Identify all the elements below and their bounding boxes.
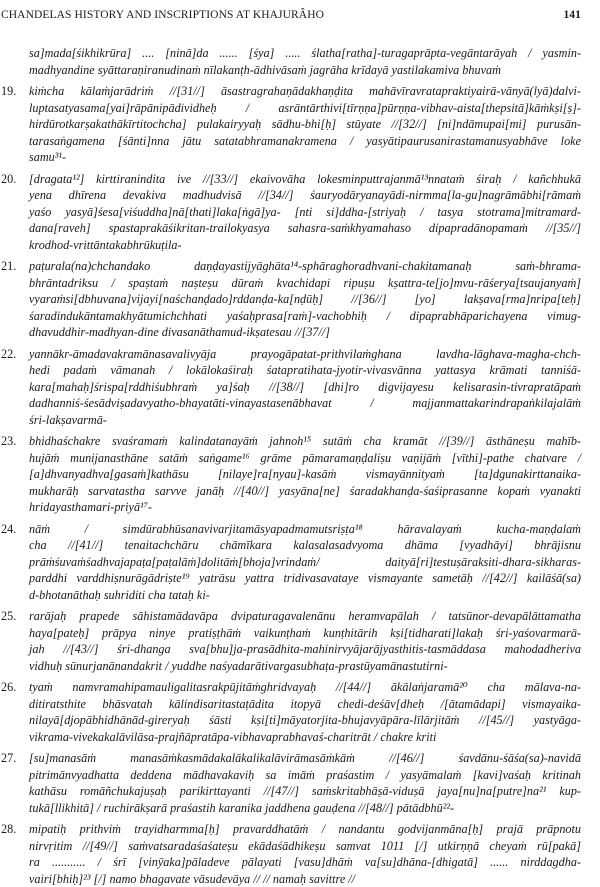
text-line: jah //[43//] śri-dhanga sva[bhu]ja-prasādhita-mahinirvyājarājyasthitis-tasmāddasa mahodadheriva <box>29 641 581 658</box>
verse-number: 20. <box>0 171 29 188</box>
text-line: krodhod-vrittāntakabhrūkuṭila- <box>29 237 581 254</box>
text-line: vikrama-vivekakalāvilāsa-prajñāpratāpa-vibhavaprabhavaś-charitrāt / chakre kriti <box>29 729 581 746</box>
text-line: mipatiḥ prithviṁ trayidharmma[ḥ] pravarddhatāṁ / nandantu godvijanmāna[ḥ] prajā prāpnotu <box>29 821 581 838</box>
verse-block <box>0 83 581 166</box>
verse-text <box>29 521 581 604</box>
verse-text <box>29 258 581 341</box>
text-line: [dragata¹²] kirttiranindita ive //[33//] ekaivovāha lokesminputtrajanmā¹³nnataṁ śiraḥ / kañchhukā <box>29 171 581 188</box>
text-line: bhrāntadriksu / spaṣtaṁ naṣteṣu dūraṁ kvachidapi ripuṣu kṣattra-te[jo]mvu-rāśerya[tsaujanyaṁ] <box>29 275 581 292</box>
text-line: dadhanniś-śesādviṣadavyatho-bhayatāti-vinayastasenābhavat / majjanmattakarindrapaṅkilajalāṁ <box>29 395 581 412</box>
verse-text <box>29 679 581 745</box>
verse-number: 24. <box>0 521 29 538</box>
text-line: sa]mada[śikhikrūra] .... [ninā]da ...... [śya] ..... ślatha[ratha]-turagaprāpta-vegāntarāyah / yasmin- <box>29 45 581 62</box>
text-line: ditiratsthite bhāsvatah kālindisaritastaṭādita itopyā chedi-deśāv[dheḥ /[ātamādapi] vismayaika- <box>29 696 581 713</box>
text-line: [su]manasāṁ manasāṁkasmādakalākalikalāvirāmasāṁkāṁ //[46//] śavdānu-śāśa(sa)-navidā <box>29 750 581 767</box>
text-line: tyaṁ namvramahipamauligalitasrakpūjitāṁghridvayaḥ //[44//] ākālaṅjaramā²⁰ cha mālava-na- <box>29 679 581 696</box>
text-line: yena dhīrena devakiva madhudvisā //[34//] śauryodāryanayādi-nirmma[la-gu]nagrāmābhi[rāmaṁ <box>29 187 581 204</box>
text-line: dhavuddhir-madhyan-dine divasanāthamud-ikṣatesau //[37//] <box>29 324 581 341</box>
text-line: vidhuḥ sūnurjanānandakrit / yuddhe naśyadarātivargasubhaṭa-prastūyamānastutirni- <box>29 658 581 675</box>
text-line: nilayā[djopābhidhānād-gireryaḥ śāsti kṣi[ti]māyatorjita-bhujavyāpāra-līlārjitāṁ //[45//] yastyāga- <box>29 712 581 729</box>
text-line: yaśo yasyā]śesa[viśuddha]nā[thati]laka[ṅgā]ya- [nti si]ddha-[striyaḥ / tasya stotrama]mitramard- <box>29 204 581 221</box>
text-line: parddhi varddhiṣnurāgādriṣte¹⁹ yatrāsu yattra tridivasavataye vismayante sametāḥ //[42//] kailāśā(sa) <box>29 570 581 587</box>
verse-block <box>0 433 581 516</box>
text-line: śri-lakṣavarmā- <box>29 412 581 429</box>
verse-number: 22. <box>0 346 29 363</box>
text-line: [a]dhvanyadhva[gasaṁ]kathāsu [nilaye]ra[nyau]-kasāṁ vismayānnityaṁ [ta]dgunakirttanaika- <box>29 466 581 483</box>
verse-block <box>0 821 581 887</box>
text-line: dana[raveh] spastaprakāśikritan-trailokyasya sahasra-saṁkhyamahaso dipapradānopamaṁ //[35//] <box>29 220 581 237</box>
verse-block <box>0 608 581 674</box>
text-line: luptasatyasama[yai]rāpānipādividheḥ / asrāntārthivi[tīrṇṇa]pūrṇṇa-vibhav-aista[thepsitā]kāṁkṣi[ṣ]- <box>29 100 581 117</box>
text-line: hridayasthamari-priyā¹⁷- <box>29 499 581 516</box>
inscription-text <box>0 45 581 887</box>
verse-text <box>29 45 581 78</box>
text-line: prāṁśuvaṁśadhvajapaṭa[paṭalāṁ]dolitāṁ[bhoja]vrindaṁ/ daityā[ri]testuṣāraksiti-dhara-sikharas- <box>29 554 581 571</box>
text-line: hujāṁ munijanasthāne satāṁ saṅgame¹⁶ grāme pāmaramaṇḍaliṣu vaṇijāṁ [vīthi]-pathe chatvare / <box>29 450 581 467</box>
text-line: rarājaḥ prapede sāhistamādavāpa dvipaturagavalenānu heramvapālah / tatsūnor-devapālāttamatha <box>29 608 581 625</box>
verse-block <box>0 45 581 78</box>
text-line: hirdūrotkarṣakathākīrtitochcha] pulakairyyaḥ sādhu-bhi[ḥ] stūyate //[32//] [ni]ndāmupai[mi] purusān- <box>29 116 581 133</box>
text-line: yannākr-āmadavakramānasavalivyāja prayogāpatat-prithvilaṁghana lavdha-lāghava-magha-chch- <box>29 346 581 363</box>
text-line: samu³¹- <box>29 149 581 166</box>
text-line: kiṁcha kālaṁjarādriṁ //[31//] āsastragrahaṇādakhaṇḍita mahāvīravratapraktiyairā-vānyā(lyā)dalvi- <box>29 83 581 100</box>
running-title: CHANDELAS HISTORY AND INSCRIPTIONS AT KHAJURÂHO <box>0 9 324 21</box>
text-line: ra ........... / śrī [vinȳaka]pāladeve pālayati [vasu]dhāṁ va[su]dhāna-[dhigatā] ...... nirddagdha- <box>29 854 581 871</box>
verse-number: 21. <box>0 258 29 275</box>
verse-block <box>0 679 581 745</box>
text-line: haya[pateḥ] prāpya ninye pratiṣṭhāṁ vaikunṭhaṁ kunṭhitārih kṣi[tidharati]lakaḥ śri-yaśovarmarā- <box>29 625 581 642</box>
verse-block <box>0 346 581 429</box>
verse-block <box>0 171 581 254</box>
text-line: kara[mahaḥ]śrispa[rddhiśubhraṁ ya]śaḥ //[38//] [dhi]ro digvijayesu kelisarasin-tivrapratāpaṁ <box>29 379 581 396</box>
text-line: nāṁ / simdūrabhūsanavivarjitamāsyapadmamutsriṣṭa¹⁸ hāravalayaṁ kucha-maṇḍalaṁ <box>29 521 581 538</box>
text-line: nirvṛitim //[49//] saṁvatsaradaśaśateṣu ekādaśādhikeṣu samvat 1011 [/] utkirṇṇā cheyaṁ rū[pakā] <box>29 838 581 855</box>
verse-number: 23. <box>0 433 29 450</box>
verse-text <box>29 821 581 887</box>
text-line: paṭurala(na)chchandako daṇḍayastijyāghāta¹⁴-sphāraghoradhvani-chakitamanaḥ saṁ-bhrama- <box>29 258 581 275</box>
verse-text <box>29 83 581 166</box>
text-line: d-bhotanāthaḥ suhriditi cha tataḥ ki- <box>29 587 581 604</box>
verse-text <box>29 171 581 254</box>
text-line: vyaraṁsi[dbhuvana]vijayi[naśchanḍado]rddanḍa-ka[nḍūḥ] //[36//] [yo] lakṣava[rma]nripa[teḥ] <box>29 291 581 308</box>
verse-block <box>0 521 581 604</box>
text-line: bhidhaśchakre svaśramaṁ kalindatanayāṁ jahnoh¹⁵ sutāṁ cha kramāt //[39//] āsthāneṣu mahīb- <box>29 433 581 450</box>
verse-number: 28. <box>0 821 29 838</box>
verse-number: 19. <box>0 83 29 100</box>
verse-block <box>0 750 581 816</box>
verse-number: 27. <box>0 750 29 767</box>
text-line: kathāsu romāñchukajuṣaḥ parikirttayanti //[47//] saṁskritabhāṣā-viduṣā jaya[nu]na[putre]na²¹ kup- <box>29 783 581 800</box>
text-line: madhyandine syāttaraṇiranudinaṁ nīlakanṭh-ādhivāsaṁ jagrāha krīdayā yastilakamiva bhuvaṁ <box>29 62 581 79</box>
text-line: mukharāḥ sarvatastha sarvve janāḥ //[40//] yasyāna[ne] śaradakhanḍa-śaśiprasanne kopaṁ vyanakti <box>29 483 581 500</box>
verse-text <box>29 608 581 674</box>
verse-text <box>29 346 581 429</box>
running-header <box>0 9 581 25</box>
verse-number: 26. <box>0 679 29 696</box>
text-line: hedi padaṁ vāmanah / lokālokaśiraḥ śatapratihata-jyotir-vivasvānna yattasya krāmati tanniśā- <box>29 362 581 379</box>
page-number: 141 <box>563 9 581 21</box>
verse-number: 25. <box>0 608 29 625</box>
text-line: cha //[41//] tenaitachchāru chāmīkara kalasalasadvyoma dhāma [vyadhāyi] bhrājisnu <box>29 537 581 554</box>
text-line: vairi[bhiḥ]²³ [/] namo bhagavate vāsudevāya // // namaḥ savittre // <box>29 871 581 887</box>
text-line: śaradindukāntamakhyātumichchhati yaśaḥprasa[raṁ]-vachobhiḥ / dipaprabhāparichayena vimug- <box>29 308 581 325</box>
verse-text <box>29 433 581 516</box>
text-line: tukā[llikhitā] / ruchirākṣarā praśastih karanika jaddhena gauḍena //[48//] pātādbhū²²- <box>29 800 581 817</box>
text-line: tarasaṅgamena [śānti]nna jātu satatabhramanakramena / yasyātipaurusanirastamanusyabhāve loke <box>29 133 581 150</box>
verse-block <box>0 258 581 341</box>
verse-text <box>29 750 581 816</box>
text-line: pitrimānvyadhatta deddena mādhavakaviḥ sa imāṁ praśastim / yasyāmalaṁ [kavi]vaśaḥ kritinah <box>29 767 581 784</box>
